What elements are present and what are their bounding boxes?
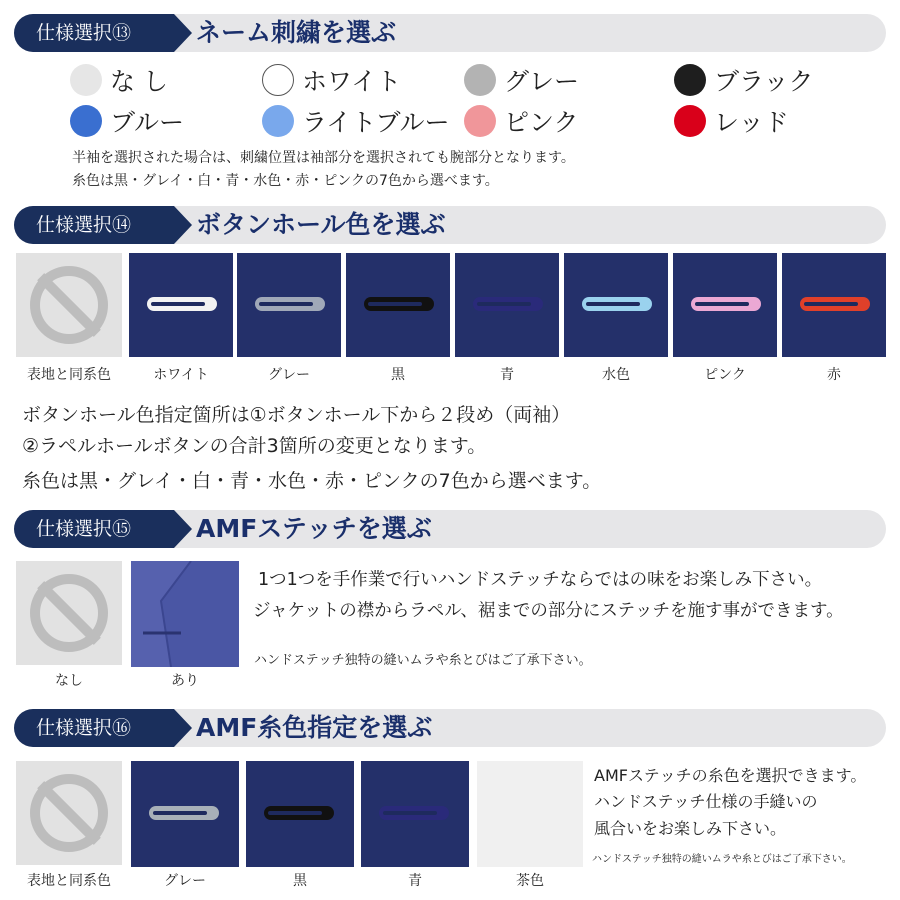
note-line: 糸色は黒・グレイ・白・青・水色・赤・ピンクの7色から選べます。 bbox=[22, 470, 602, 492]
option-caption: あり bbox=[171, 673, 199, 689]
section-title: ネーム刺繍を選ぶ bbox=[196, 18, 397, 47]
color-option-none[interactable] bbox=[70, 62, 168, 98]
buttonhole-thread bbox=[379, 806, 449, 820]
buttonhole-thread bbox=[691, 297, 761, 311]
lapel-stitch-image bbox=[131, 561, 239, 667]
note-line: ②ラペルホールボタンの合計3箇所の変更となります。 bbox=[22, 435, 487, 457]
section-title: AMF糸色指定を選ぶ bbox=[196, 713, 433, 742]
section-header-13 bbox=[14, 14, 886, 52]
color-dot bbox=[674, 105, 706, 137]
section-header-16 bbox=[14, 709, 886, 747]
description-line: 1つ1つを手作業で行いハンドステッチならではの味をお楽しみ下さい。 bbox=[258, 570, 823, 590]
color-dot bbox=[262, 64, 294, 96]
option-caption: なし bbox=[55, 673, 83, 689]
color-option-white[interactable] bbox=[262, 62, 401, 98]
thread-option-blue[interactable] bbox=[361, 761, 469, 867]
option-caption: ピンク bbox=[704, 367, 746, 383]
option-caption: グレー bbox=[164, 873, 206, 889]
option-caption: 茶色 bbox=[516, 873, 544, 889]
stitch-option-none[interactable] bbox=[16, 561, 122, 665]
section-tag: 仕様選択⑬ bbox=[14, 14, 174, 52]
no-entry-icon bbox=[30, 774, 108, 852]
stitch-option-yes[interactable] bbox=[131, 561, 239, 667]
color-dot bbox=[70, 64, 102, 96]
thread-option-black[interactable] bbox=[246, 761, 354, 867]
option-caption: グレー bbox=[268, 367, 310, 383]
color-label: レッド bbox=[714, 108, 789, 137]
color-label: ブラック bbox=[714, 67, 814, 96]
buttonhole-thread bbox=[255, 297, 325, 311]
buttonhole-option-red[interactable] bbox=[782, 253, 886, 357]
buttonhole-thread bbox=[582, 297, 652, 311]
color-option-pink[interactable] bbox=[464, 103, 579, 139]
color-label: グレー bbox=[504, 67, 580, 96]
thread-option-gray[interactable] bbox=[131, 761, 239, 867]
buttonhole-option-water-blue[interactable] bbox=[564, 253, 668, 357]
color-dot bbox=[464, 64, 496, 96]
buttonhole-option-gray[interactable] bbox=[237, 253, 341, 357]
buttonhole-option-blue[interactable] bbox=[455, 253, 559, 357]
color-option-black[interactable] bbox=[674, 62, 814, 98]
section-title: ボタンホール色を選ぶ bbox=[196, 210, 446, 239]
buttonhole-option-black[interactable] bbox=[346, 253, 450, 357]
description-line: ハンドステッチ仕様の手縫いの bbox=[594, 792, 818, 811]
color-option-blue[interactable] bbox=[70, 103, 184, 139]
buttonhole-thread bbox=[473, 297, 543, 311]
section-tag: 仕様選択⑯ bbox=[14, 709, 174, 747]
color-option-light-blue[interactable] bbox=[262, 103, 450, 139]
option-caption: 黒 bbox=[391, 367, 405, 383]
color-label: な し bbox=[110, 67, 168, 96]
option-caption: 青 bbox=[500, 367, 514, 383]
color-dot bbox=[262, 105, 294, 137]
buttonhole-thread bbox=[264, 806, 334, 820]
option-caption: 黒 bbox=[293, 873, 307, 889]
color-label: ホワイト bbox=[302, 67, 402, 96]
color-option-gray[interactable] bbox=[464, 62, 579, 98]
disclaimer: ハンドステッチ独特の縫いムラや糸とびはご了承下さい。 bbox=[592, 854, 852, 865]
description-line: ジャケットの襟からラペル、裾までの部分にステッチを施す事ができます。 bbox=[253, 601, 844, 621]
section-title: AMFステッチを選ぶ bbox=[196, 514, 432, 543]
buttonhole-thread bbox=[147, 297, 217, 311]
description-line: 風合いをお楽しみ下さい。 bbox=[594, 819, 787, 838]
option-caption: 表地と同系色 bbox=[27, 873, 111, 889]
disclaimer: ハンドステッチ独特の縫いムラや糸とびはご了承下さい。 bbox=[254, 653, 592, 668]
color-label: ピンク bbox=[504, 108, 579, 137]
section-tag: 仕様選択⑮ bbox=[14, 510, 174, 548]
option-caption: 赤 bbox=[827, 367, 841, 383]
option-caption: 表地と同系色 bbox=[27, 367, 111, 383]
buttonhole-thread bbox=[800, 297, 870, 311]
buttonhole-option-white[interactable] bbox=[129, 253, 233, 357]
color-dot bbox=[70, 105, 102, 137]
no-entry-icon bbox=[30, 266, 108, 344]
section-tag: 仕様選択⑭ bbox=[14, 206, 174, 244]
description-line: AMFステッチの糸色を選択できます。 bbox=[594, 766, 867, 785]
option-caption: ホワイト bbox=[153, 367, 209, 383]
option-caption: 水色 bbox=[602, 367, 630, 383]
buttonhole-thread bbox=[149, 806, 219, 820]
note-line: ボタンホール色指定箇所は①ボタンホール下から２段め（両袖） bbox=[22, 404, 571, 426]
no-entry-icon bbox=[30, 574, 108, 652]
option-caption: 青 bbox=[408, 873, 422, 889]
thread-option-same-color[interactable] bbox=[16, 761, 122, 865]
section-header-14 bbox=[14, 206, 886, 244]
thread-option-brown[interactable] bbox=[477, 761, 583, 867]
color-dot bbox=[464, 105, 496, 137]
color-label: ブルー bbox=[110, 108, 185, 137]
buttonhole-option-same-color[interactable] bbox=[16, 253, 122, 357]
color-option-red[interactable] bbox=[674, 103, 789, 139]
color-label: ライトブルー bbox=[302, 108, 450, 137]
note-line: 糸色は黒・グレイ・白・青・水色・赤・ピンクの7色から選べます。 bbox=[72, 173, 499, 189]
note-line: 半袖を選択された場合は、刺繍位置は袖部分を選択されても腕部分となります。 bbox=[72, 150, 575, 166]
color-dot bbox=[674, 64, 706, 96]
buttonhole-option-pink[interactable] bbox=[673, 253, 777, 357]
buttonhole-thread bbox=[364, 297, 434, 311]
section-header-15 bbox=[14, 510, 886, 548]
